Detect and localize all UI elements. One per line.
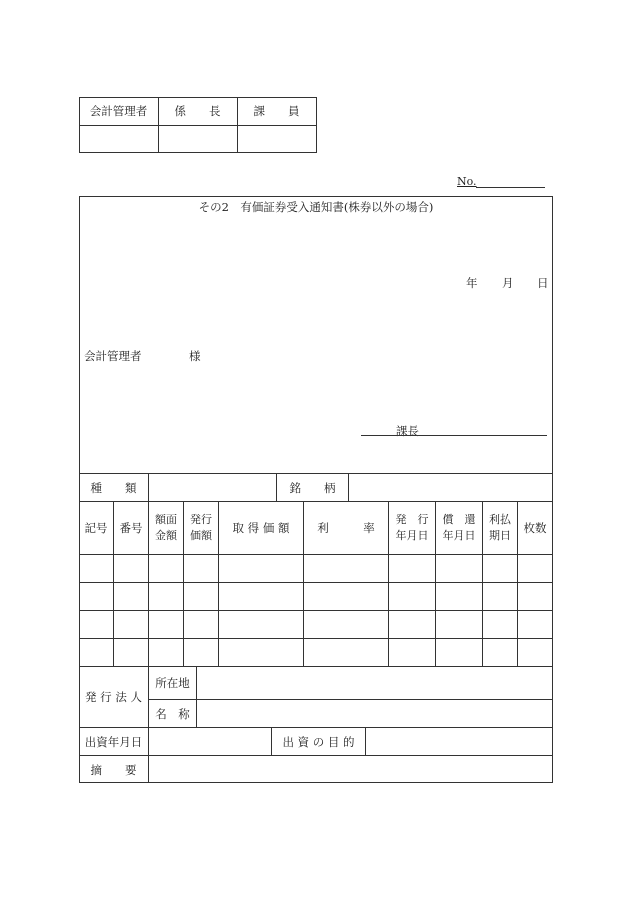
addressee-honorific: 様: [189, 349, 201, 363]
document-number-line[interactable]: [476, 187, 545, 188]
issuer-address-field[interactable]: [197, 667, 552, 699]
table-row[interactable]: [80, 639, 552, 666]
section-chief-label: 課長: [396, 424, 419, 438]
issuer-name-label: 名 称: [155, 706, 190, 721]
investment-purpose-field[interactable]: [366, 728, 552, 755]
approval-stamp-accountant[interactable]: [80, 126, 157, 152]
column-header-acquisition-price: 取 得 価 額: [232, 521, 290, 535]
column-header-interest-rate: 利 率: [317, 521, 375, 535]
table-row[interactable]: [80, 611, 552, 638]
column-header-issue-date-line1: 発 行: [395, 513, 429, 527]
investment-date-field[interactable]: [149, 728, 271, 755]
approval-stamp-chief[interactable]: [159, 126, 236, 152]
date-month: 月: [502, 276, 514, 290]
remarks-field[interactable]: [149, 756, 552, 783]
column-header-issue-date: [389, 502, 435, 554]
column-header-issue-date-line2: 年月日: [395, 529, 429, 542]
table-row[interactable]: [80, 555, 552, 582]
approval-stamp-staff[interactable]: [238, 126, 315, 152]
column-header-issue-price-line1: 発行: [190, 513, 212, 527]
column-header-number: 番号: [119, 521, 143, 535]
brand-label: 銘 柄: [289, 480, 336, 495]
addressee-label: 会計管理者: [84, 349, 142, 363]
issuer-address-label: 所在地: [155, 676, 190, 690]
table-row[interactable]: [80, 583, 552, 610]
form-title: その2 有価証券受入通知書(株券以外の場合): [198, 200, 434, 214]
approval-header-staff: 課 員: [253, 104, 300, 118]
column-header-interest-payment-date-line2: 期日: [489, 529, 511, 542]
investment-date-label: 出資年月日: [84, 734, 143, 749]
kind-field[interactable]: [149, 474, 276, 501]
document-number-label: No.: [457, 175, 477, 188]
date-day: 日: [537, 276, 549, 290]
column-header-symbol: 記号: [84, 521, 108, 535]
issuer-label: 発 行 法 人: [85, 690, 142, 704]
column-header-count: 枚数: [523, 521, 547, 535]
remarks-label: 摘 要: [90, 762, 137, 777]
approval-header-accountant: 会計管理者: [89, 104, 148, 118]
column-header-face-value: [149, 502, 183, 554]
investment-purpose-label: 出 資 の 目 的: [282, 734, 355, 749]
date-year: 年: [466, 276, 478, 290]
column-header-interest-payment-date-line1: 利払: [489, 513, 511, 527]
column-header-issue-price-line2: 価額: [190, 529, 212, 542]
column-header-face-value-line2: 金額: [155, 529, 177, 542]
kind-label: 種 類: [90, 480, 137, 495]
approval-header-chief: 係 長: [174, 104, 221, 118]
issuer-name-field[interactable]: [197, 700, 552, 727]
column-header-redemption-date-line2: 年月日: [442, 529, 476, 542]
section-chief-signature-line[interactable]: [361, 435, 547, 436]
column-header-redemption-date: [436, 502, 482, 554]
column-header-redemption-date-line1: 償 還: [442, 513, 476, 527]
column-header-issue-price: [184, 502, 218, 554]
column-header-interest-payment-date: [483, 502, 517, 554]
column-header-face-value-line1: 額面: [155, 513, 177, 527]
brand-field[interactable]: [349, 474, 552, 501]
